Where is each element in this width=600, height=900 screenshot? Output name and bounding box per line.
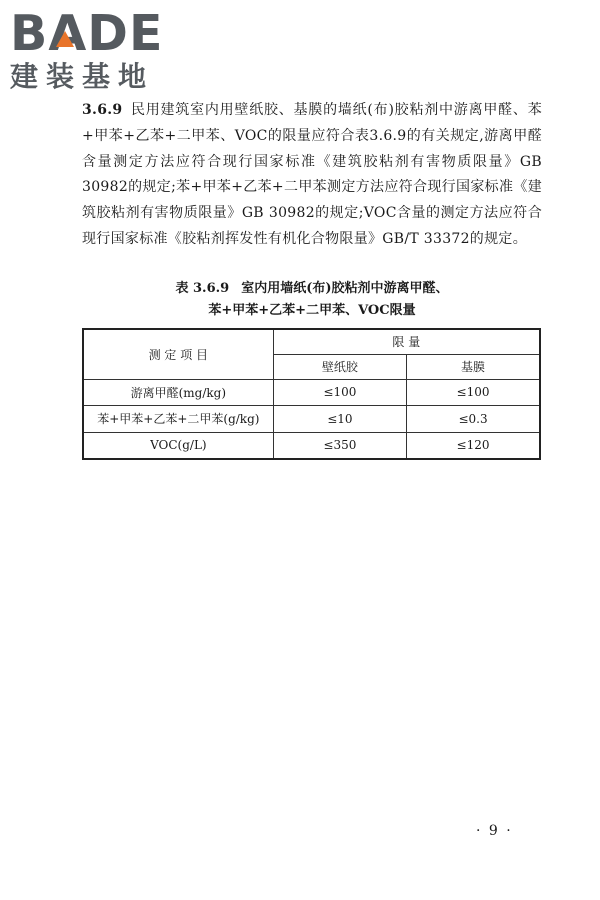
logo-subtitle: 建装基地 <box>10 60 155 93</box>
table-title-line1: 室内用墙纸(布)胶粘剂中游离甲醛、 <box>241 281 449 296</box>
limits-table <box>82 328 541 460</box>
row-wallpaper-value: ≤350 <box>273 432 406 459</box>
header-wallpaper-adhesive: 壁纸胶 <box>273 354 406 379</box>
row-base-film-value: ≤120 <box>407 432 540 459</box>
table-number: 表 3.6.9 <box>175 281 230 296</box>
table-title-line2: 苯+甲苯+乙苯+二甲苯、VOC限量 <box>208 303 416 318</box>
table-row <box>83 405 540 432</box>
clause-paragraph <box>82 98 542 253</box>
header-test-item: 测 定 项 目 <box>83 329 273 379</box>
page-number: · 9 · <box>476 823 513 839</box>
logo-accent-icon <box>56 31 74 47</box>
clause-number: 3.6.9 <box>82 102 123 118</box>
table-row <box>83 432 540 459</box>
row-wallpaper-value: ≤10 <box>273 405 406 432</box>
header-limit: 限 量 <box>273 329 540 354</box>
header-base-film: 基膜 <box>407 354 540 379</box>
row-item: 游离甲醛(mg/kg) <box>83 379 273 405</box>
table-caption-line1 <box>82 279 542 299</box>
table-row <box>83 379 540 405</box>
table-caption-line2 <box>82 301 542 321</box>
row-base-film-value: ≤100 <box>407 379 540 405</box>
table-header-row <box>83 329 540 354</box>
row-item: VOC(g/L) <box>83 432 273 459</box>
row-item: 苯+甲苯+乙苯+二甲苯(g/kg) <box>83 405 273 432</box>
row-wallpaper-value: ≤100 <box>273 379 406 405</box>
logo <box>10 5 180 94</box>
logo-wordmark: BA DE <box>10 5 164 62</box>
clause-text: 民用建筑室内用壁纸胶、基膜的墙纸(布)胶粘剂中游离甲醛、苯+甲苯+乙苯+二甲苯、VOC的限量应符合表3.6.9的有关规定,游离甲醛含量测定方法应符合现行国家标准《建筑胶粘剂有害物质限量》GB 30982的规定;苯+甲苯+乙苯+二甲苯测定方法应符合现行国家标准《建筑胶粘剂有害物质限量》GB 30982的规定;VOC含量的测定方法应符合现行国家标准《胶粘剂挥发性有机化合物限量》GB/T 33372的规定。 <box>82 102 542 247</box>
row-base-film-value: ≤0.3 <box>407 405 540 432</box>
